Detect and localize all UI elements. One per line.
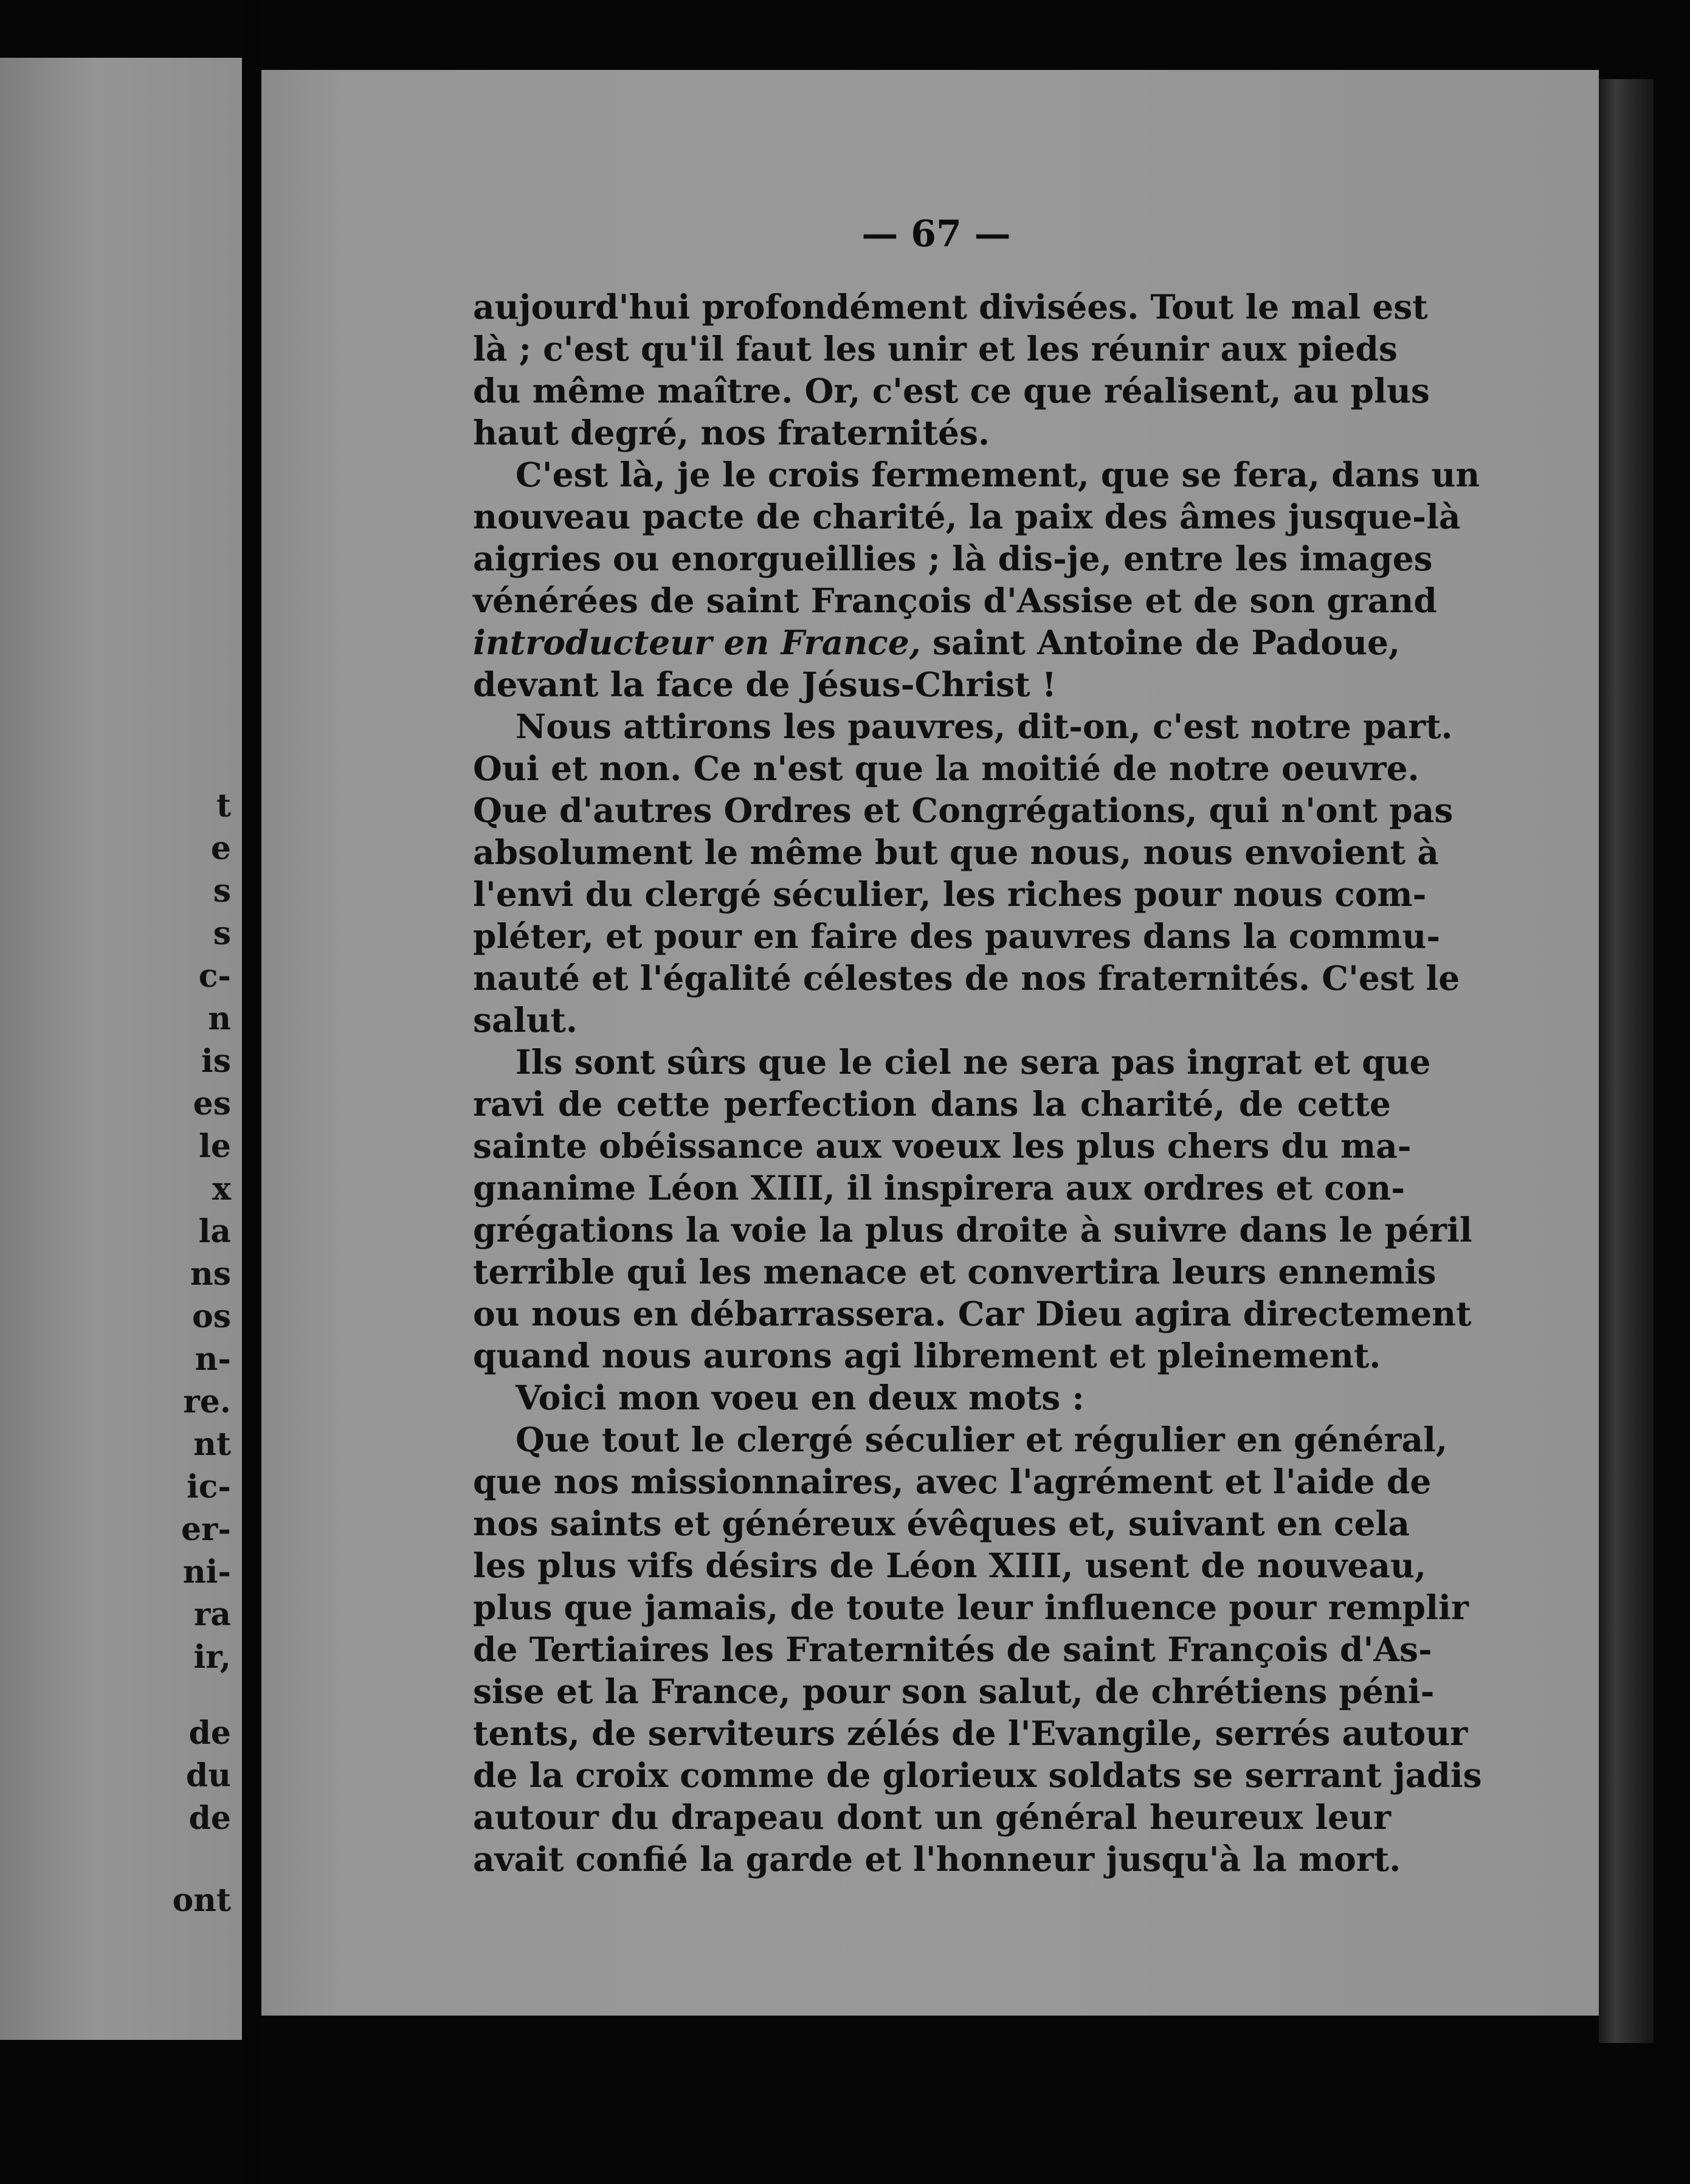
text-line: ou nous en débarrassera. Car Dieu agira directement [473,1294,1472,1333]
text-line: sainte obéissance aux voeux les plus chers du ma- [473,1126,1412,1166]
text-line: tents, de serviteurs zélés de l'Evangile, serrés autour [473,1713,1468,1753]
adjacent-page-fragment: de [188,1800,231,1837]
text-line: du même maître. Or, c'est ce que réalisent, au plus [473,371,1430,410]
text-line: sise et la France, pour son salut, de chrétiens péni- [473,1671,1435,1711]
text-line: nouveau pacte de charité, la paix des âmes jusque-là [473,497,1461,536]
adjacent-page-fragment: is [201,1043,231,1080]
text-line: haut degré, nos fraternités. [473,413,990,452]
adjacent-page-fragment: os [192,1298,231,1335]
adjacent-page-fragment: es [193,1085,231,1122]
text-line: Oui et non. Ce n'est que la moitié de notre oeuvre. [473,748,1419,788]
adjacent-page-fragment: nt [193,1426,231,1463]
text-line: vénérées de saint François d'Assise et de son grand [473,581,1437,620]
text-line: de la croix comme de glorieux soldats se serrant jadis [473,1755,1482,1795]
adjacent-page-fragment: re. [183,1383,231,1420]
adjacent-page-fragment: ns [190,1256,231,1293]
text-line: Voici mon voeu en deux mots : [516,1378,1085,1417]
adjacent-page-fragment: ni- [182,1553,231,1591]
text-line: pléter, et pour en faire des pauvres dans la commu- [473,916,1441,956]
text-line: absolument le même but que nous, nous envoient à [473,832,1439,872]
adjacent-page-fragment: t [216,787,231,824]
text-line: de Tertiaires les Fraternités de saint François d'As- [473,1629,1432,1669]
adjacent-page-fragment: e [210,830,231,867]
adjacent-page-fragment: n- [195,1341,231,1378]
text-line: terrible qui les menace et convertira leurs ennemis [473,1252,1436,1291]
text-line: l'envi du clergé séculier, les riches pour nous com- [473,874,1427,914]
text-line: salut. [473,1000,578,1040]
text-line: Que d'autres Ordres et Congrégations, qui n'ont pas [473,790,1454,830]
text-line: ravi de cette perfection dans la charité, de cette [473,1084,1391,1124]
text-line: gnanime Léon XIII, il inspirera aux ordres et con- [473,1168,1405,1208]
text-line: nauté et l'égalité célestes de nos fraternités. C'est le [473,958,1460,998]
page-body-text [473,286,1482,1880]
text-line: quand nous aurons agi librement et pleinement. [473,1336,1381,1375]
text-line: autour du drapeau dont un général heureux leur [473,1797,1391,1837]
adjacent-page-fragment: x [212,1170,231,1208]
adjacent-page-fragment: er- [181,1511,231,1548]
text-line: que nos missionnaires, avec l'agrément et l'aide de [473,1462,1432,1501]
adjacent-page-fragment: du [185,1757,231,1794]
text-line: là ; c'est qu'il faut les unir et les réunir aux pieds [473,329,1398,368]
adjacent-page-fragment: de [188,1715,231,1752]
adjacent-page-fragment: c- [198,958,231,995]
adjacent-page [0,58,242,2040]
italic-phrase: introducteur en France, [473,623,921,662]
text-line [473,621,1401,663]
adjacent-page-fragment: ont [172,1882,231,1919]
adjacent-page-fragment: s [213,915,231,952]
text-line: devant la face de Jésus-Christ ! [473,665,1057,704]
adjacent-page-fragment: ir, [193,1639,231,1676]
text-line: avait confié la garde et l'honneur jusqu'à la mort. [473,1839,1401,1879]
book-gutter [242,0,261,2184]
adjacent-page-fragment: ic- [187,1468,231,1505]
text-line: Ils sont sûrs que le ciel ne sera pas ingrat et que [516,1042,1431,1082]
text-line: Que tout le clergé séculier et régulier en général, [516,1420,1448,1459]
text-line: aujourd'hui profondément divisées. Tout le mal est [473,287,1428,327]
page-number: — 67 — [861,213,1011,255]
text-line-rest: saint Antoine de Padoue, [933,623,1401,662]
text-line: grégations la voie la plus droite à suivre dans le péril [473,1210,1472,1249]
page-edge [1599,79,1654,2043]
text-line: aigries ou enorgueillies ; là dis-je, entre les images [473,539,1433,578]
text-line: C'est là, je le crois fermement, que se fera, dans un [516,455,1480,494]
text-line: plus que jamais, de toute leur influence pour remplir [473,1588,1469,1627]
text-line: Nous attirons les pauvres, dit-on, c'est notre part. [516,707,1453,746]
adjacent-page-fragment: s [213,873,231,910]
adjacent-page-fragment: ra [193,1596,231,1633]
text-line: nos saints et généreux évêques et, suivant en cela [473,1504,1410,1543]
adjacent-page-fragment: le [199,1128,231,1165]
adjacent-page-fragment: n [208,1000,231,1037]
adjacent-page-fragment: la [198,1213,231,1250]
text-line: les plus vifs désirs de Léon XIII, usent de nouveau, [473,1546,1427,1585]
